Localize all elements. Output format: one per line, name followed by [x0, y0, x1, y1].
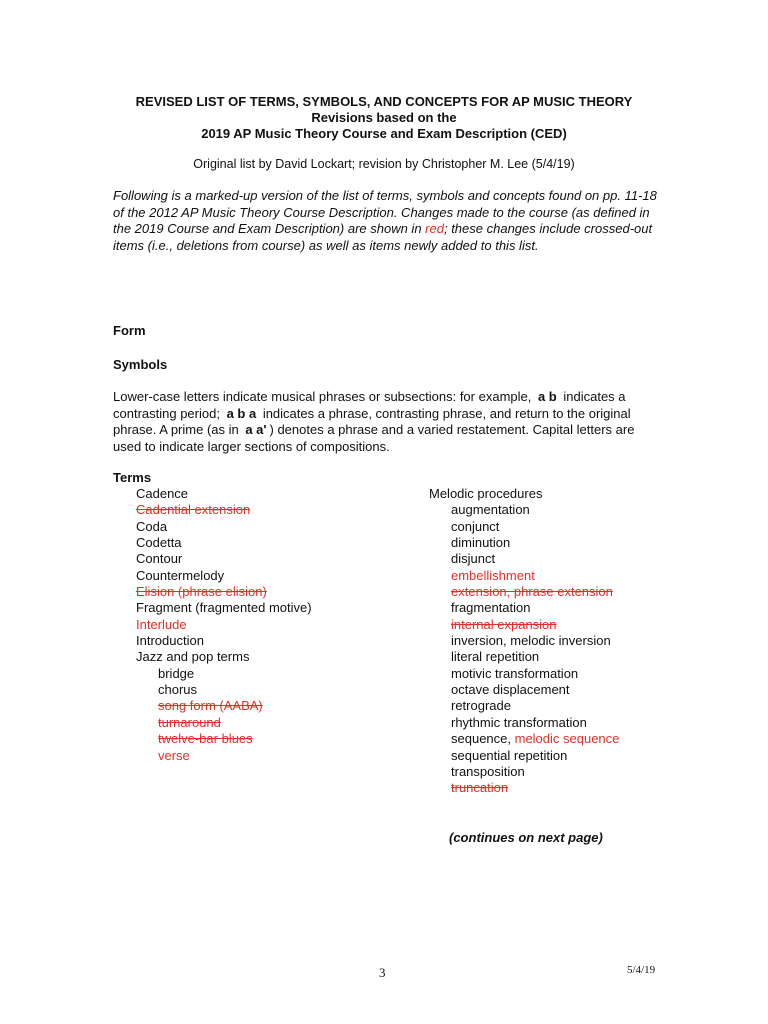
continues-note: (continues on next page)	[449, 830, 603, 845]
byline: Original list by David Lockart; revision by Christopher M. Lee (5/4/19)	[193, 157, 575, 171]
term-label: extension, phrase extension	[451, 584, 613, 600]
term-label: literal repetition	[451, 649, 540, 665]
term-label: disjunct	[451, 551, 496, 567]
symbols-text-2: indicates a contrasting period;	[113, 389, 626, 421]
term-list-item	[113, 486, 312, 502]
term-label: Codetta	[136, 535, 182, 551]
term-label: Countermelody	[136, 567, 225, 583]
term-label: octave displacement	[451, 682, 570, 698]
term-list-item	[406, 502, 619, 518]
term-label: truncation	[451, 780, 509, 796]
symbols-text-3: indicates a phrase, contrasting phrase, and return to the original phrase. A prime (as in	[113, 405, 631, 437]
term-list-item	[406, 600, 619, 616]
term-list-item	[406, 666, 619, 682]
document-subtitle: Revisions based on the	[311, 110, 457, 125]
symbols-text-4: ) denotes a phrase and a varied restatement. Capital letters are used to indicate larger sections of compositions.	[113, 422, 635, 454]
term-label: embellishment	[451, 567, 535, 583]
term-list-item	[113, 715, 312, 731]
term-label: fragmentation	[451, 600, 531, 616]
term-label: chorus	[158, 682, 198, 698]
term-added-suffix: melodic sequence	[514, 731, 620, 747]
term-label: sequence,	[451, 731, 515, 747]
term-label: Elision (phrase elision)	[136, 584, 267, 600]
term-list-item	[113, 568, 312, 584]
term-list-item	[406, 568, 619, 584]
term-label: rhythmic transformation	[451, 714, 587, 730]
term-label: Jazz and pop terms	[136, 649, 250, 665]
term-label: motivic transformation	[451, 665, 579, 681]
term-label: Cadence	[136, 486, 189, 501]
term-list-item	[406, 731, 619, 747]
page-number: 3	[379, 965, 386, 980]
term-list-item	[113, 666, 312, 682]
term-label: conjunct	[451, 518, 500, 534]
term-list-item	[113, 682, 312, 698]
term-list-item	[113, 617, 312, 633]
symbol-example-ab: a b	[537, 389, 557, 404]
term-label: bridge	[158, 665, 195, 681]
terms-right-column	[406, 486, 619, 797]
term-label: sequential repetition	[451, 747, 568, 763]
footer-date: 5/4/19	[627, 964, 656, 976]
document-subtitle-ced: 2019 AP Music Theory Course and Exam Description (CED)	[201, 126, 567, 141]
term-list-item	[406, 764, 619, 780]
term-list-item	[113, 748, 312, 764]
term-list-item	[113, 698, 312, 714]
symbol-example-aa-prime: a a'	[245, 422, 267, 437]
section-heading-form: Form	[113, 323, 146, 338]
term-label: Interlude	[136, 616, 187, 632]
term-label: Cadential extension	[136, 502, 251, 518]
term-list-item	[113, 584, 312, 600]
document-title: REVISED LIST OF TERMS, SYMBOLS, AND CONCEPTS FOR AP MUSIC THEORY	[135, 94, 633, 109]
term-label: diminution	[451, 535, 511, 551]
term-list-item	[113, 551, 312, 567]
term-list-item	[113, 502, 312, 518]
term-label: retrograde	[451, 698, 511, 714]
term-list-item	[406, 682, 619, 698]
term-list-item	[406, 633, 619, 649]
term-label: Fragment (fragmented motive)	[136, 600, 312, 616]
term-label: internal expansion	[451, 616, 557, 632]
term-list-item	[113, 731, 312, 747]
term-label: verse	[158, 747, 190, 763]
term-label: song form (AABA)	[158, 698, 263, 714]
term-list-item	[113, 535, 312, 551]
symbols-text-1: Lower-case letters indicate musical phrases or subsections: for example,	[113, 389, 535, 404]
term-label: Melodic procedures	[429, 486, 543, 501]
term-list-item	[406, 551, 619, 567]
term-list-item	[406, 715, 619, 731]
terms-left-column	[113, 486, 312, 764]
intro-text-1: Following is a marked-up version of the list of terms, symbols and concepts found on pp. 11-18 of the 2012 AP Music Theory Course Description. Changes made to the course (as defined in the 2019 Course and Exam Description) are shown in	[113, 188, 657, 236]
intro-paragraph	[113, 188, 658, 254]
term-list-item	[406, 486, 619, 502]
term-list-item	[406, 584, 619, 600]
term-list-item	[113, 600, 312, 616]
term-label: turnaround	[158, 714, 221, 730]
intro-red-word: red	[425, 221, 444, 236]
term-label: augmentation	[451, 502, 530, 518]
term-label: twelve-bar blues	[158, 731, 253, 747]
term-list-item	[406, 698, 619, 714]
term-list-item	[406, 617, 619, 633]
section-heading-terms: Terms	[113, 470, 152, 485]
symbols-paragraph	[113, 389, 658, 455]
term-list-item	[113, 649, 312, 665]
term-list-item	[113, 633, 312, 649]
section-heading-symbols: Symbols	[113, 357, 168, 372]
intro-text-2: ; these changes include crossed-out items (i.e., deletions from course) as well as items newly added to this list.	[113, 221, 653, 253]
term-list-item	[113, 519, 312, 535]
term-list-item	[406, 519, 619, 535]
term-label: Introduction	[136, 633, 204, 649]
term-list-item	[406, 780, 619, 796]
term-list-item	[406, 649, 619, 665]
term-list-item	[406, 535, 619, 551]
term-label: inversion, melodic inversion	[451, 633, 611, 649]
term-label: Coda	[136, 518, 168, 534]
term-label: Contour	[136, 551, 183, 567]
term-label: transposition	[451, 763, 525, 779]
symbol-example-aba: a b a	[226, 405, 257, 421]
term-list-item	[406, 748, 619, 764]
